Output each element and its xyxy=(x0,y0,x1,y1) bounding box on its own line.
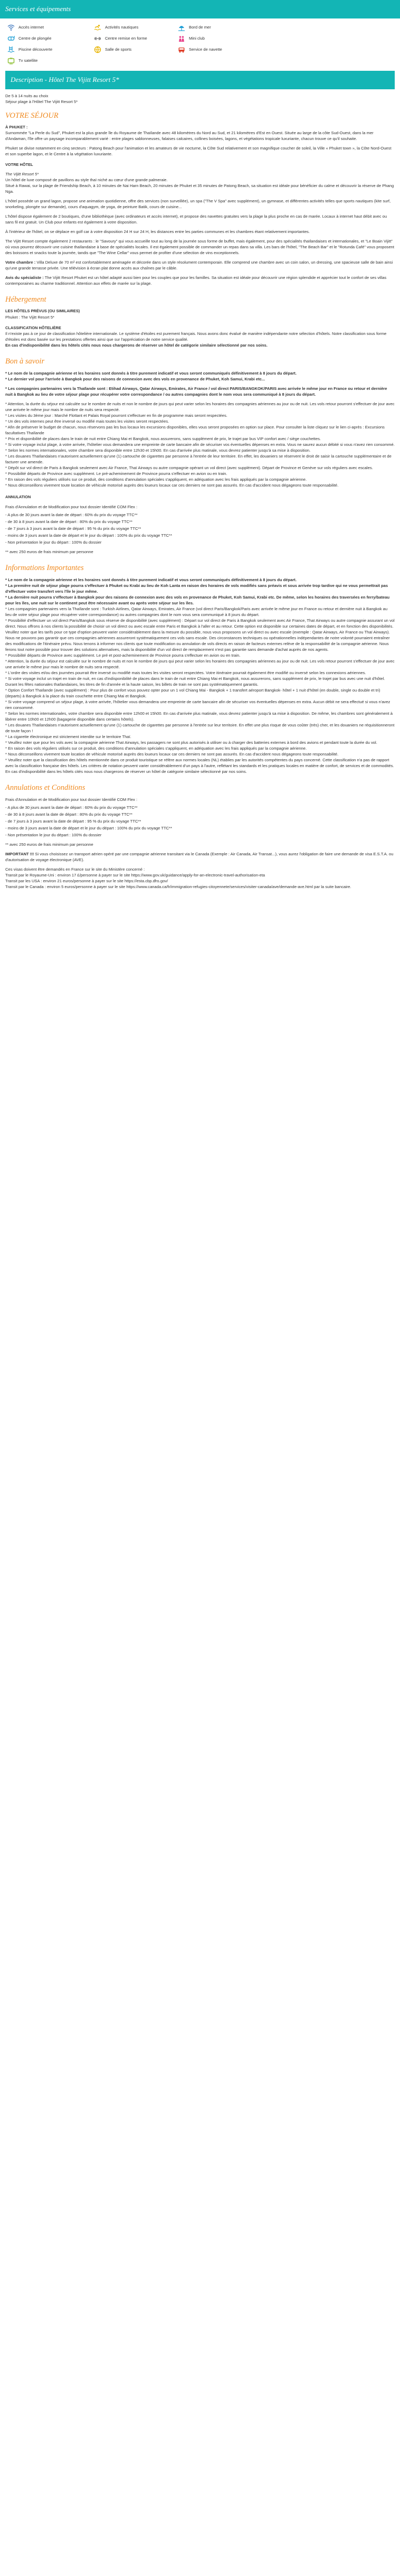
specialist-label: Avis du spécialiste : xyxy=(5,275,44,280)
phuket-label: À PHUKET : xyxy=(5,124,28,129)
amenity-diving xyxy=(7,35,87,42)
amenity-label: Mini club xyxy=(189,36,205,41)
hotel-text-5: À l'intérieur de l'hôtel, on se déplace en golf car à votre disposition 24 H sur 24 H, les distances entre les parties communes et les chambres étant relativement importantes. xyxy=(5,229,310,234)
cancellation-note: ** avec 250 euros de frais minimum par personne xyxy=(5,549,93,554)
annul-note: ** avec 250 euros de frais minimum par personne xyxy=(5,842,93,847)
amenity-satellite-tv xyxy=(7,57,87,64)
visa-text-1: Ces visas doivent être demandés en France sur le site du Ministère concerné : xyxy=(5,866,145,872)
bon-bold-3: * Les compagnies partenaires vers la Thaïlande sont : Etihad Airways, Qatar Airways, Emirates, Air France / vol direct PARIS/BANGKOK/PARIS avec arrivée le même jour en France ou retour et dernière nuit à Bangkok au lieu de votre séjour plage pour récupérer votre correspondance / ou autres compagnies dont le nom vous sera communiqué à 8 jours du départ. xyxy=(5,386,387,397)
amenity-label: Service de navette xyxy=(189,47,222,52)
infos-text-5: * L'ordre des visites et/ou des journées pourrait être inversé ou modifié mais toutes les visites seront respectées. Votre itinéraire pourrait également être modifié ou inversé selon les connexions aériennes. xyxy=(5,670,366,675)
amenity-seaside xyxy=(178,24,257,31)
bon-text-10: * Possibilité départs de Province avec supplément. Le pré-acheminement de Province pourra s'effectuer en avion ou en train. xyxy=(5,471,227,477)
list-item: - de 7 jours à 3 jours avant la date de départ : 95 % du prix du voyage TTC** xyxy=(5,526,141,531)
amenity-label: Salle de sports xyxy=(105,47,132,52)
list-item: - A plus de 30 jours avant la date de départ : 60% du prix du voyage TTC** xyxy=(5,805,138,810)
tv-icon xyxy=(7,57,15,64)
classification-text: Il n'existe pas à ce jour de classification hôtelière internationale. Le système d'étoiles est purement français. Nous avons donc évalué de manière indépendante notre sélection d'hôtels. Notre classification sous forme d'étoiles est donc basée sur les prestations offertes ainsi que sur l'appréciation de notre service qualité. xyxy=(5,331,387,342)
infos-bold-2: * La première nuit de séjour plage pourra s'effectuer à Phuket ou Krabi au lieu de Koh Lanta en raison des horaires de vols modifiés sans préavis et sous arrivée trop tardive qui ne vous permettrait pas d'effectuer votre transfert vers l'île le jour même. xyxy=(5,583,388,594)
infos-text-6: * Si votre voyage inclut un trajet en train de nuit, en cas d'indisponibilité de places dans le train de nuit entre Chiang Mai et Bangkok, nous assurerons, sans supplément de prix, le trajet par bus avec une nuit d'hôtel. Durant les fêtes nationales thaïlandaises, les titres de fin d'année et la haute saison, les billets de train ne sont pas systématiquement garantis. xyxy=(5,676,385,687)
list-item: - moins de 3 jours avant la date de départ et le jour du départ : 100% du prix du voyage TTC** xyxy=(5,825,173,830)
intro-duration: De 5 à 14 nuits au choix xyxy=(5,93,49,98)
list-item: - Non présentation le jour du départ : 100% du dossier xyxy=(5,832,102,837)
description-content xyxy=(0,93,400,906)
visa-text-4: Transit par le Canada : environ 5 euros/personne à payer sur le site https://www.canada.ca/fr/immigration-refugies-citoyennete/services/visiter-canada/ave/demande-ave.html par la suite bancaire. xyxy=(5,884,351,889)
bon-text-5: * Prix et disponibilité de places dans le train de nuit entre Chiang Mai et Bangkok, nous assurerons, sans supplément de prix, le trajet par bus VIP confort avec / siège couchettes. xyxy=(5,436,321,442)
cancellation-list xyxy=(5,512,395,545)
annul-list xyxy=(5,805,395,838)
amenity-fitness xyxy=(94,35,170,42)
important-label: IMPORTANT !!! xyxy=(5,851,34,856)
wifi-icon xyxy=(7,24,15,31)
bon-text-4: * Afin de préserver le budget de chacun, nous réservons pas les bus locaux les excursions disponibles, elles vous seront proposées en option sur place. Pour consulter la liste cliquez sur le lien ci-après : Excursions facultatives Thaïlande xyxy=(5,425,385,436)
amenity-label: Accès internet xyxy=(18,25,44,30)
infos-bold-1: * Le nom de la compagnie aérienne et les horaires sont donnés à titre purement indicatif et vous seront communiqués définitivement à 8 jours du départ. xyxy=(5,577,297,582)
section-title-hebergement: Hébergement xyxy=(5,295,46,304)
hotel-label: VOTRE HÔTEL xyxy=(5,162,33,167)
section-title-sejour: VOTRE SÉJOUR xyxy=(5,111,59,120)
intro-stay: Séjour plage à l'Hôtel The Vijitt Resort 5* xyxy=(5,99,78,104)
infos-text-11: * La cigarette électronique est strictement interdite sur le territoire Thaï. xyxy=(5,734,131,739)
amenities-grid xyxy=(0,18,400,71)
planned-hotels-value: Phuket : The Vijitt Resort 5* xyxy=(5,314,55,320)
amenity-label: Activités nautiques xyxy=(105,25,139,30)
swim-icon xyxy=(94,24,101,31)
hotel-text-1: Un hôtel de luxe composé de pavillons au style thaï niché au cœur d'une grande palmeraie. xyxy=(5,178,168,182)
amenity-sports-hall xyxy=(94,46,170,53)
hotel-text-3: L'hôtel possède un grand lagon, propose une animation quotidienne, offre des services (non surveillée), un spa ("The V Spa" avec supplément), un gymnase, et différentes activités telles que sports nautiques (kite surf, snorkeling, plongée sur demande), cours d'aquagym, de yoga, de peinture Batik, cours de cuisine... xyxy=(5,199,391,209)
amenity-label: Tv satellite xyxy=(18,58,38,63)
fitness-icon xyxy=(94,35,101,42)
amenity-label: Bord de mer xyxy=(189,25,211,30)
list-item: - Non présentation le jour du départ : 100% du dossier xyxy=(5,539,102,545)
hotel-text-4: L'hôtel dispose également de 2 boutiques, d'une bibliothèque (avec ordinateurs et accès internet), et propose des navettes gratuites vers la plage la plus proche en cas de marée. Locaux à internet haut débit avec ou sans fil est gratuit. Un Club pour enfants est également à votre disposition. xyxy=(5,214,387,225)
important-text: Si vous choisissez un transport aérien opéré par une compagnie aérienne transitant via le Canada (Exemple : Air Canada, Air Transat...), vous aurez l'obligation de faire une demande de visa E.S.T.A. ou d'autorisation de voyage électronique (AVE). xyxy=(5,851,394,862)
beach-icon xyxy=(178,24,185,31)
room-description xyxy=(5,259,395,271)
infos-text-12: * Veuillez noter que pour les vols avec la compagnie aérienne Thaï Airways, les passagers ne sont plus autorisés à utiliser ou à charger des batteries externes à bord des avions et pendant toute la durée du vol. xyxy=(5,740,377,745)
kids-club-icon xyxy=(178,35,185,42)
amenity-label: Piscine découverte xyxy=(18,47,53,52)
bon-text-7: * Selon les normes internationales, votre chambre sera disponible entre 12h30 et 15h00. En cas d'arrivée plus matinale, vous devrez patienter jusqu'à sa mise à disposition. xyxy=(5,448,311,453)
section-title-bon-a-savoir: Bon à savoir xyxy=(5,357,45,366)
list-item: - de 7 jours à 3 jours avant la date de départ : 95 % du prix du voyage TTC** xyxy=(5,818,141,824)
important-block xyxy=(5,851,395,863)
annul-intro: Frais d'Annulation et de Modification pour tout dossier Identifié COM Flex : xyxy=(5,797,138,802)
section-title-infos: Informations Importantes xyxy=(5,563,84,572)
pool-icon xyxy=(7,46,15,53)
infos-text-9: * Selon les normes internationales, votre chambre sera disponible entre 12h00 et 15h00. En cas d'arrivée plus matinale, vous devrez patienter jusqu'à sa mise à disposition. De même, les chambres sont généralement à libérer entre 10h00 et 12h00 (bagagerie disponible dans certains hôtels). xyxy=(5,711,393,722)
cancellation-intro: Frais d'Annulation et de Modification pour tout dossier Identifié COM Flex : xyxy=(5,504,138,509)
amenity-shuttle xyxy=(178,46,257,53)
section-title-annulations: Annulations et Conditions xyxy=(5,783,85,792)
visa-text-2: Transit par le Royaume-Uni : environ 17 £/personne à payer sur le site https://www.gov.uk/guidance/apply-for-an-electronic-travel-authorisation-eta xyxy=(5,872,265,878)
amenity-water-activities xyxy=(94,24,170,31)
amenity-kids-club xyxy=(178,35,257,42)
description-header: Description - Hôtel The Vijitt Resort 5* xyxy=(5,71,395,89)
classification-label: CLASSIFICATION HÔTELIÈRE xyxy=(5,325,61,330)
bon-bold-1: * Le nom de la compagnie aérienne et les horaires sont donnés à titre purement indicatif et vous seront communiqués définitivement à 8 jours du départ. xyxy=(5,371,297,376)
cancellation-label: ANNULATION xyxy=(5,494,31,500)
bon-text-11: * En raison des vols réguliers utilisés sur ce produit, des conditions d'annulation spéciales s'appliquent, en adéquation avec les frais appliqués par la compagnie aérienne. xyxy=(5,477,307,482)
room-label: Votre chambre : xyxy=(5,260,36,265)
visa-text-3: Transit par les USA : environ 21 euros/personne à payer sur le site https://esta.cbp.dhs.gov/ xyxy=(5,878,168,883)
list-item: - A plus de 30 jours avant la date de départ : 60% du prix du voyage TTC** xyxy=(5,512,138,517)
specialist-text: The Vijitt Resort Phuket est un hôtel adapté aussi bien pour les couples que pour les familles. Sa situation est idéale pour découvrir une région splendide et apprécier tout le confort de ses villas contemporaines au charme traditionnel. Attention aux effets de marée sur la plage. xyxy=(5,275,387,286)
sports-hall-icon xyxy=(94,46,101,53)
amenity-label: Centre de plongée xyxy=(18,36,52,41)
classification-bold: En cas d'indisponibilité dans les hôtels cités nous nous chargerons de réserver un hôtel de catégorie similaire sélectionné par nos soins. xyxy=(5,343,268,348)
hotel-text-2: Situé à Rawai, sur la plage de Friendship Beach, à 10 minutes de Nai Harn Beach, 20 minutes de Phuket et 35 minutes de Patong Beach, sa situation est idéale pour bénéficier du calme et découvrir la réserve de Phang Nga. xyxy=(5,183,394,194)
services-header: Services et équipements xyxy=(0,0,400,18)
phuket-text: Surnommée "La Perle du Sud", Phuket est la plus grande île du Royaume de Thaïlande avec 48 kilomètres du Nord au Sud, et 21 kilomètres d'Est en Ouest. Située au large de la côte Sud-Ouest, dans la mer d'Andaman, l'île offre un paysage incomparablement varié : entre plages sablonneuses, falaises calcaires, collines boisées, lagons, et végétations tropicale luxuriante, chacun trouve ce qu'il souhaite. xyxy=(5,130,374,142)
infos-text-4: * Attention, la durée du séjour est calculée sur le nombre de nuits et non le nombre de jours qui peut varier selon les horaires des compagnies aériennes au jour ou de nuit. Les vols retour pourront s'effectuer de jour avec une arrivée le même jour mais le nombre de nuits sera respecté. xyxy=(5,658,395,669)
hotel-name: The Vijitt Resort 5* xyxy=(5,172,39,176)
bon-text-8: * Les douanes Thaïlandaises n'autorisent actuellement qu'une (1) cartouche de cigarettes par personne à l'entrée de leur territoire. En effet, les douaniers se réservent le droit de saisir la cartouche supplémentaire et de facturer une amende. xyxy=(5,454,392,465)
infos-text-13: * En raison des vols réguliers utilisés sur ce produit, des conditions d'annulation spéciales s'appliquent, en adéquation avec les frais appliqués par la compagnie aérienne. xyxy=(5,745,307,751)
planned-hotels-label: LES HÔTELS PRÉVUS (OU SIMILAIRES) xyxy=(5,308,80,313)
diving-icon xyxy=(7,35,15,42)
infos-text-10: * Les douanes Thaïlandaises n'autorisent actuellement qu'une (1) cartouche de cigarettes par personne à l'entrée sur leur territoire. En effet une plus risque de vous coûter (très) cher, et les douaniers ne réquisitionneront de toute façon ! xyxy=(5,722,395,733)
infos-text-8: * Si votre voyage comprend un séjour plage, à votre arrivée, l'hôtelier vous demandera une empreinte de carte bancaire afin de sécuriser vos éventuelles dépenses en extra. Aucun débit ne sera effectué si vous n'avez rien consommé. xyxy=(5,699,391,710)
phuket-text-2: Phuket se divise notamment en cinq secteurs : Patong Beach pour l'animation et les amateurs de vie nocturne, la Côte Sud relativement et son magnifique coucher de soleil, la Ville « Phuket town », la Côte Nord-Ouest et son superbe lagon, et le Centre à la végétation luxuriante. xyxy=(5,146,392,157)
infos-text-15: * Veuillez noter que la classification des hôtels mentionnée dans ce produit touristique se réfère aux normes locales (NL) établies par les autorités compétentes du pays concerné. Cette classification n'a pas de rapport avec la classification française des hôtels. Les critères de notation peuvent varier considérablement d'un pays à l'autre, reflétant les standards et les pratiques locales en matière de confort, de services et de commodités. En cas d'indisponibilité dans les hôtels cités nous nous chargerons de réserver un hôtel de catégorie similaire sélectionné par nos soins. xyxy=(5,757,394,774)
bon-text-6: * Si votre voyage inclut plage, à votre arrivée, l'hôtelier vous demandera une empreinte de carte bancaire afin de sécuriser vos éventuelles dépenses en extra. Vous ne saurez aucun débité si vous n'avez rien consommé. xyxy=(5,442,395,447)
shuttle-icon xyxy=(178,46,185,53)
bon-text-2: * Les visites du 3ème jour : Marché Flottant et Palais Royal pourront s'effectuer en fin de programme mais seront respectées. xyxy=(5,413,227,418)
infos-text-14: * Nous déconseillons vivement toute location de véhicule motorisé auprès des loueurs locaux car ces derniers ne sont pas assurés. En cas d'accident nous dégageons toute responsabilité. xyxy=(5,751,339,757)
infos-bold-3: * La dernière nuit pourra s'effectuer à Bangkok pour des raisons de connexion avec des vols en provenance de Phuket, Koh Samui, Krabi etc. De même, selon les horaires des traversées en ferry/bateau pour les îles, une nuit sur le continent peut être nécessaire avant ou après votre séjour sur les îles. xyxy=(5,594,390,605)
hotel-text-6: The Vijitt Resort compte également 2 restaurants : le "Savoury" qui vous accueille tout au long de la journée sous forme de buffet, mais également, pour des spécialités thaïlandaises et internationales, et "Le Boain Vijitt" où vous pourrez découvrir une cuisine thaïlandaise à base de spécialités locales. Il est également possible de commander un repas dans sa villa. Les bars de l'hôtel, "The Beach Bar" et le "Rotunda Café" vous proposent des boissons et snacks toute la journée, tandis que "The Wine Cellar" vous permet de profiter d'une sélection de vins exceptionnels. xyxy=(5,239,395,255)
bon-text-3: * Un des vols internes peut être inversé ou modifié mais toutes les visites seront respectées. xyxy=(5,419,169,424)
amenity-outdoor-pool xyxy=(7,46,87,53)
bon-text-9: * Dépôt sur vol direct de Paris à Bangkok seulement avec Air France, Thaï Airways ou autre compagnie opérant un vol direct (avec supplément). Départ de Province et Genève sur vols réguliers avec escales. xyxy=(5,465,373,471)
specialist-opinion xyxy=(5,275,395,286)
bon-text-12: * Nous déconseillons vivement toute location de véhicule motorisé auprès des loueurs locaux car ces derniers ne sont pas assurés. En cas d'accident nous dégageons toute responsabilité. xyxy=(5,483,339,488)
list-item: - de 30 à 8 jours avant la date de départ : 80% du prix du voyage TTC** xyxy=(5,519,132,524)
infos-text-7: * Option Confort Thaïlande (avec supplément) : Pour plus de confort vous pouvez opter pour un 1 vol Chiang Mai - Bangkok + 1 transfert aéroport Bangkok- hôtel + 1 nuit d'hôtel (en double, single ou double et tri) (departs) à Bangkok à la place du train couchette entre Chiang Mai et Bangkok. xyxy=(5,687,380,698)
amenity-label: Centre remise en forme xyxy=(105,36,147,41)
bon-bold-2: * Le dernier vol pour l'arrivée à Bangkok pour des raisons de connexion avec des vols en provenance de Phuket, Koh Samui, Krabi etc... xyxy=(5,377,265,382)
infos-text-2: * Possibilité d'effectuer un vol direct Paris/Bangkok sous réserve de disponibilité (avec supplément) : Départ sur vol direct de Paris à Bangkok seulement avec Air France, Thaï Airways ou autre compagnie assurant un vol direct. Nous offrons à nos clients la possibilité de choisir un vol direct ou avec escale entre Paris et Bangkok à l'aller et au retour. Cette option est disponible sur certaines dates de départ, et en fonction des disponibilités. Veuillez noter que les tarifs pour ce type d'option peuvent varier considérablement dans la mesure du possible, nous vous proposons un vol direct ou avec escale (exemple : Qatar Airways, Air France ou Thaï Airways). Nous ne pouvons pas garantir que ces compagnies aériennes assureront systématiquement ces vols sans escale. Des circonstances techniques ou opérationnelles indépendantes de notre volonté pourraient entraîner des modifications de l'itinéraire prévu. Nous tenons à informer nos clients que toute modification ou annulation de vols directs en raison de facteurs externes relève de la responsabilité de la compagnie aérienne. Nous ferons tout notre possible pour trouver des solutions alternatives, mais la disponibilité d'un vol direct de remplacement n'est pas garantie sans demande d'achat auprès de nos agents. xyxy=(5,618,395,652)
infos-text-3: * Possibilité départs de Province avec supplément. Le pré et post-acheminement de Province pourra s'effectuer en avion ou en train. xyxy=(5,652,241,658)
bon-text-1: * Attention, la durée du séjour est calculée sur le nombre de nuits et non le nombre de jours qui peut varier selon les horaires des compagnies aériennes au jour ou de nuit. Les vols retour pourront s'effectuer de jour avec une arrivée le même jour mais le nombre de nuits sera respecté. xyxy=(5,402,395,413)
room-text: Villa Deluxe de 70 m² est confortablement aménagée et décorée dans un style résolument contemporain. Elle comprend une chambre avec un coin salon, un dressing, une spacieuse salle de bain ainsi qu'une grande terrasse privée. Une télévision à écran plat donne accès aux chaînes par le câble. xyxy=(5,260,393,270)
list-item: - moins de 3 jours avant la date de départ et le jour du départ : 100% du prix du voyage TTC** xyxy=(5,533,173,538)
infos-text-1: * Les compagnies partenaires vers la Thaïlande sont : Turkish Airlines, Qatar Airways, Emirates, Air France (vol direct Paris/Bangkok/Paris avec arrivée le même jour en France ou retour et dernière nuit à Bangkok au lieu de votre séjour plage pour récupérer votre correspondance) ou autres compagnies dont le nom vous sera communiqué à 8 jours du départ. xyxy=(5,606,388,617)
list-item: - de 30 à 8 jours avant la date de départ : 80% du prix du voyage TTC** xyxy=(5,811,132,817)
amenity-internet xyxy=(7,24,87,31)
